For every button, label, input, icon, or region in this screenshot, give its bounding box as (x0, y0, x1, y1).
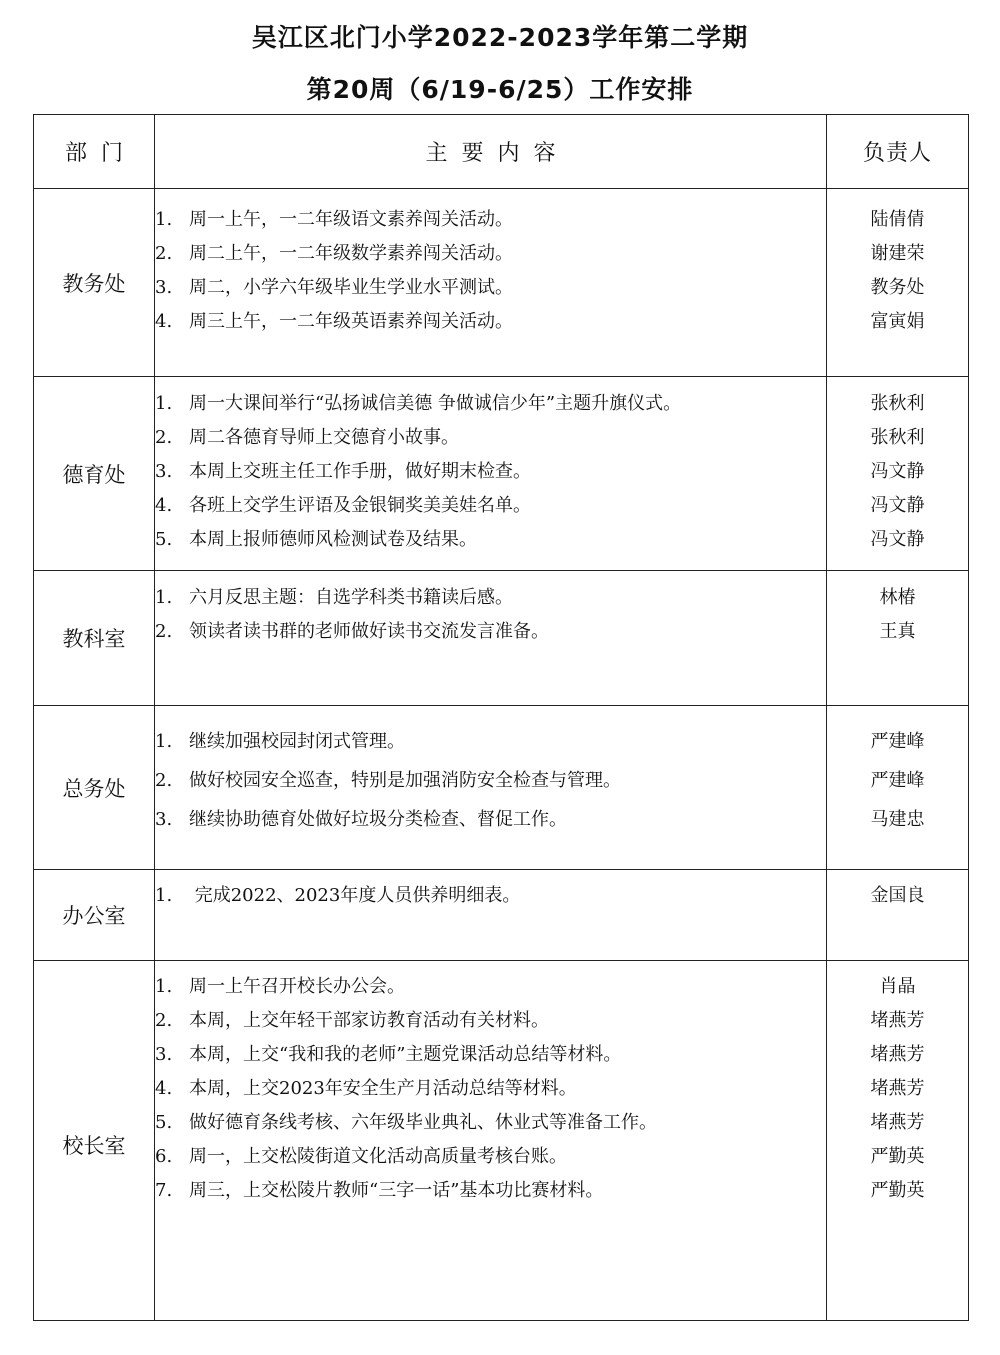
task-text: 周一上午，一二年级语文素养闯关活动。 (189, 209, 513, 230)
task-text: 周二上午，一二年级数学素养闯关活动。 (189, 243, 513, 264)
task-list (155, 870, 827, 961)
task-text: 周一上午召开校长办公会。 (189, 976, 405, 997)
person-list (827, 870, 969, 961)
responsible-person: 严建峰 (870, 731, 925, 752)
task-item (155, 1038, 826, 1072)
task-number: 2. (155, 621, 173, 642)
task-item (155, 203, 826, 237)
task-number: 5. (155, 529, 173, 550)
task-number: 1. (155, 209, 173, 230)
person-list (827, 961, 969, 1321)
responsible-person: 富寅娟 (870, 311, 925, 332)
department-name: 校长室 (34, 961, 155, 1321)
task-text: 周三，上交松陵片教师“三字一话”基本功比赛材料。 (189, 1180, 604, 1201)
task-text: 本周上交班主任工作手册，做好期末检查。 (189, 461, 531, 482)
task-item (155, 800, 826, 839)
task-number: 1. (155, 587, 173, 608)
task-text: 完成2022、2023年度人员供养明细表。 (189, 885, 521, 906)
task-text: 周一大课间举行“弘扬诚信美德 争做诚信少年”主题升旗仪式。 (189, 393, 682, 414)
document-subtitle: 第20周（6/19-6/25）工作安排 (306, 75, 694, 104)
responsible-person: 冯文静 (870, 495, 925, 516)
section-row (34, 377, 969, 571)
task-number: 2. (155, 427, 173, 448)
responsible-person: 王真 (879, 621, 916, 642)
responsible-person: 堵燕芳 (870, 1112, 925, 1133)
task-number: 4. (155, 1078, 173, 1099)
responsible-person: 堵燕芳 (870, 1078, 925, 1099)
section-row (34, 571, 969, 706)
task-item (155, 387, 826, 421)
task-text: 做好校园安全巡查，特别是加强消防安全检查与管理。 (189, 770, 621, 791)
task-text: 周三上午，一二年级英语素养闯关活动。 (189, 311, 513, 332)
task-number: 2. (155, 243, 173, 264)
responsible-person: 堵燕芳 (870, 1010, 925, 1031)
task-list (155, 961, 827, 1321)
section-row (34, 706, 969, 870)
task-item (155, 1174, 826, 1208)
task-item (155, 879, 826, 913)
responsible-person: 严勤英 (870, 1180, 925, 1201)
responsible-person: 教务处 (870, 277, 925, 298)
task-number: 3. (155, 809, 173, 830)
task-item (155, 455, 826, 489)
task-item (155, 489, 826, 523)
task-list (155, 189, 827, 377)
task-number: 1. (155, 731, 173, 752)
document-title: 吴江区北门小学2022-2023学年第二学期 (251, 23, 749, 52)
schedule-table (33, 114, 969, 1321)
responsible-person: 马建忠 (870, 809, 925, 830)
header-person: 负责人 (827, 115, 969, 189)
task-text: 本周上报师德师风检测试卷及结果。 (189, 529, 477, 550)
responsible-person: 张秋利 (870, 427, 925, 448)
person-list (827, 706, 969, 870)
section-row (34, 189, 969, 377)
task-item (155, 237, 826, 271)
task-text: 领读者读书群的老师做好读书交流发言准备。 (189, 621, 549, 642)
task-text: 本周，上交“我和我的老师”主题党课活动总结等材料。 (189, 1044, 622, 1065)
person-list (827, 377, 969, 571)
task-item (155, 761, 826, 800)
task-number: 3. (155, 277, 173, 298)
header-dept: 部门 (34, 115, 155, 189)
department-name: 教务处 (34, 189, 155, 377)
responsible-person: 堵燕芳 (870, 1044, 925, 1065)
task-text: 周二，小学六年级毕业生学业水平测试。 (189, 277, 513, 298)
task-item (155, 722, 826, 761)
task-text: 本周，上交年轻干部家访教育活动有关材料。 (189, 1010, 549, 1031)
task-number: 4. (155, 311, 173, 332)
task-item (155, 1072, 826, 1106)
task-item (155, 1004, 826, 1038)
responsible-person: 林椿 (879, 587, 916, 608)
task-item (155, 523, 826, 557)
task-number: 5. (155, 1112, 173, 1133)
responsible-person: 张秋利 (870, 393, 925, 414)
task-text: 各班上交学生评语及金银铜奖美美娃名单。 (189, 495, 531, 516)
department-name: 办公室 (34, 870, 155, 961)
header-row (34, 115, 969, 189)
task-item (155, 421, 826, 455)
task-text: 继续加强校园封闭式管理。 (189, 731, 405, 752)
task-number: 1. (155, 885, 173, 906)
task-text: 周一，上交松陵街道文化活动高质量考核台账。 (189, 1146, 567, 1167)
department-name: 总务处 (34, 706, 155, 870)
person-list (827, 189, 969, 377)
task-item (155, 1106, 826, 1140)
task-list (155, 706, 827, 870)
task-item (155, 581, 826, 615)
task-item (155, 615, 826, 649)
responsible-person: 冯文静 (870, 529, 925, 550)
task-number: 6. (155, 1146, 173, 1167)
responsible-person: 肖晶 (879, 976, 916, 997)
task-item (155, 1140, 826, 1174)
task-text: 做好德育条线考核、六年级毕业典礼、休业式等准备工作。 (189, 1112, 657, 1133)
responsible-person: 严勤英 (870, 1146, 925, 1167)
task-item (155, 271, 826, 305)
responsible-person: 冯文静 (870, 461, 925, 482)
section-row (34, 870, 969, 961)
responsible-person: 严建峰 (870, 770, 925, 791)
task-text: 继续协助德育处做好垃圾分类检查、督促工作。 (189, 809, 567, 830)
task-number: 3. (155, 1044, 173, 1065)
responsible-person: 谢建荣 (870, 243, 925, 264)
task-number: 2. (155, 1010, 173, 1031)
header-content: 主要内容 (155, 115, 827, 189)
department-name: 德育处 (34, 377, 155, 571)
task-text: 周二各德育导师上交德育小故事。 (189, 427, 459, 448)
task-text: 本周，上交2023年安全生产月活动总结等材料。 (189, 1078, 577, 1099)
task-number: 1. (155, 976, 173, 997)
section-row (34, 961, 969, 1321)
task-text: 六月反思主题：自选学科类书籍读后感。 (189, 587, 513, 608)
task-item (155, 970, 826, 1004)
task-number: 7. (155, 1180, 173, 1201)
department-name: 教科室 (34, 571, 155, 706)
responsible-person: 陆倩倩 (870, 209, 925, 230)
task-item (155, 305, 826, 339)
task-list (155, 377, 827, 571)
task-number: 3. (155, 461, 173, 482)
responsible-person: 金国良 (870, 885, 925, 906)
task-number: 4. (155, 495, 173, 516)
task-list (155, 571, 827, 706)
person-list (827, 571, 969, 706)
task-number: 2. (155, 770, 173, 791)
task-number: 1. (155, 393, 173, 414)
